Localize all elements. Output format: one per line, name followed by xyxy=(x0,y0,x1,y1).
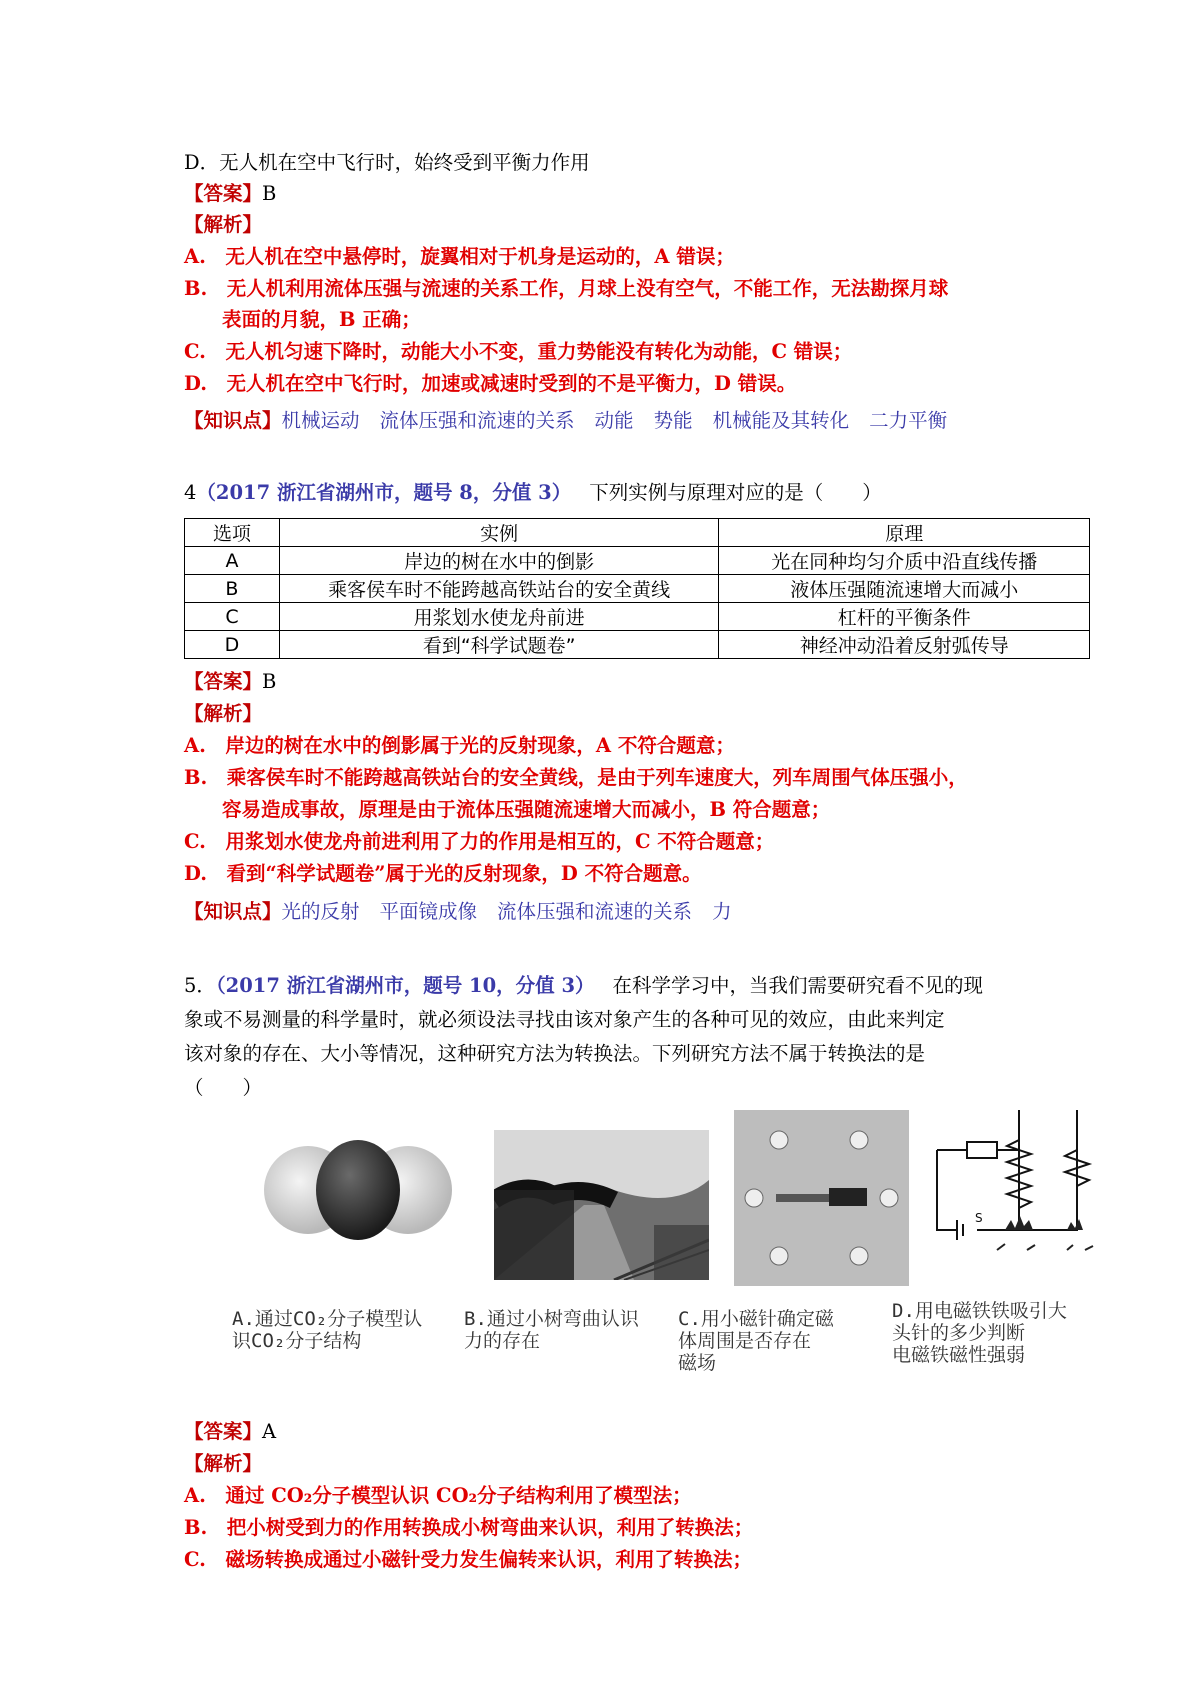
q4-analysis-tag: 【解析】 xyxy=(184,702,263,725)
figure-caption-d: D.用电磁铁铁吸引大 头针的多少判断 电磁铁磁性强弱 xyxy=(892,1300,1067,1366)
table-cell: 用浆划水使龙舟前进 xyxy=(279,603,719,631)
q3-analysis-tag: 【解析】 xyxy=(184,213,263,236)
q3-analysis-b: B. 无人机利用流体压强与流速的关系工作，月球上没有空气，不能工作，无法勘探月球 xyxy=(184,277,949,300)
compass-needle xyxy=(770,1247,788,1265)
q4-analysis-a: A. 岸边的树在水中的倒影属于光的反射现象，A 不符合题意； xyxy=(184,734,735,757)
q5-stem-line: 象或不易测量的科学量时，就必须设法寻找由该对象产生的各种可见的效应，由此来判定 xyxy=(184,1008,945,1031)
compass-needle xyxy=(770,1131,788,1149)
kp-tag: 【知识点】 xyxy=(184,900,282,923)
carbon-atom xyxy=(316,1140,400,1240)
kp-tag: 【知识点】 xyxy=(184,409,282,432)
compass-needle xyxy=(850,1131,868,1149)
table-cell: D xyxy=(185,631,280,659)
compass-magnet-figure xyxy=(734,1110,909,1286)
q3-knowledge-points xyxy=(184,407,967,435)
table-header: 实例 xyxy=(279,519,719,547)
electromagnet-circuit-figure xyxy=(927,1110,1127,1275)
q4-analysis-d: D. 看到“科学试题卷”属于光的反射现象，D 不符合题意。 xyxy=(184,862,702,885)
figure-caption-c: C.用小磁针确定磁 体周围是否存在 磁场 xyxy=(678,1308,834,1374)
table-header: 选项 xyxy=(185,519,280,547)
q4-analysis-b-cont: 容易造成事故，原理是由于流体压强随流速增大而减小，B 符合题意； xyxy=(222,798,831,821)
q4-analysis-c: C. 用浆划水使龙舟前进利用了力的作用是相互的，C 不符合题意； xyxy=(184,830,775,853)
kp-item: 机械运动 xyxy=(281,409,360,432)
kp-item: 光的反射 xyxy=(281,900,360,923)
answer-value: B xyxy=(262,670,277,693)
q4-answer xyxy=(184,668,276,696)
question-number: 4 xyxy=(184,481,197,504)
figure-caption-a: A.通过CO₂分子模型认 识CO₂分子结构 xyxy=(232,1308,423,1352)
table-row xyxy=(185,547,1090,575)
co2-molecule-figure xyxy=(258,1130,458,1250)
q4-analysis-b: B. 乘客侯车时不能跨越高铁站台的安全黄线，是由于列车速度大，列车周围气体压强小， xyxy=(184,766,968,789)
table-cell: A xyxy=(185,547,280,575)
kp-item: 平面镜成像 xyxy=(379,900,478,923)
q3-analysis-c: C. 无人机匀速下降时，动能大小不变，重力势能没有转化为动能，C 错误； xyxy=(184,340,853,363)
question-source: （2017 浙江省湖州市，题号 8，分值 3） xyxy=(196,481,572,504)
q3-option-d: D．无人机在空中飞行时，始终受到平衡力作用 xyxy=(184,151,590,174)
q5-analysis-b: B. 把小树受到力的作用转换成小树弯曲来认识，利用了转换法； xyxy=(184,1516,754,1539)
q4-heading xyxy=(184,479,882,507)
pins-cluster xyxy=(1067,1219,1083,1230)
question-stem: 在科学学习中，当我们需要研究看不见的现 xyxy=(612,974,984,997)
q5-analysis-tag: 【解析】 xyxy=(184,1452,263,1475)
q4-knowledge-points xyxy=(184,898,752,926)
table-cell: 乘客侯车时不能跨越高铁站台的安全黄线 xyxy=(279,575,719,603)
q3-answer xyxy=(184,180,276,208)
answer-tag: 【答案】 xyxy=(184,182,263,205)
switch-label: S xyxy=(975,1211,983,1225)
answer-value: A xyxy=(262,1420,277,1443)
compass-needle xyxy=(880,1189,898,1207)
kp-item: 流体压强和流速的关系 xyxy=(379,409,575,432)
question-number: 5． xyxy=(184,974,216,997)
kp-item: 流体压强和流速的关系 xyxy=(497,900,693,923)
q3-analysis-a: A. 无人机在空中悬停时，旋翼相对于机身是运动的，A 错误； xyxy=(184,245,735,268)
table-cell: 看到“科学试题卷” xyxy=(279,631,719,659)
table-cell: 岸边的树在水中的倒影 xyxy=(279,547,719,575)
q5-analysis-a: A. 通过 CO₂分子模型认识 CO₂分子结构利用了模型法； xyxy=(184,1484,692,1507)
q5-answer xyxy=(184,1418,276,1446)
answer-tag: 【答案】 xyxy=(184,670,263,693)
table-cell: 液体压强随流速增大而减小 xyxy=(719,575,1090,603)
table-cell: C xyxy=(185,603,280,631)
q4-options-table xyxy=(184,518,1090,659)
table-row xyxy=(185,603,1090,631)
kp-item: 机械能及其转化 xyxy=(712,409,850,432)
table-cell: B xyxy=(185,575,280,603)
table-row xyxy=(185,631,1090,659)
compass-needle xyxy=(850,1247,868,1265)
q5-stem-line: 该对象的存在、大小等情况，这种研究方法为转换法。下列研究方法不属于转换法的是 xyxy=(184,1042,926,1065)
figure-caption-b: B.通过小树弯曲认识 力的存在 xyxy=(464,1308,639,1352)
q5-heading xyxy=(184,972,983,1000)
q3-analysis-d: D. 无人机在空中飞行时，加速或减速时受到的不是平衡力，D 错误。 xyxy=(184,372,797,395)
table-cell: 杠杆的平衡条件 xyxy=(719,603,1090,631)
table-header-row xyxy=(185,519,1090,547)
answer-value: B xyxy=(262,182,277,205)
kp-item: 动能 xyxy=(594,409,634,432)
kp-item: 力 xyxy=(712,900,732,923)
q5-stem-line: （ ） xyxy=(184,1076,263,1099)
kp-item: 二力平衡 xyxy=(869,409,948,432)
q5-figures xyxy=(232,1110,1172,1400)
tree-photo-figure xyxy=(494,1130,709,1280)
table-cell: 光在同种均匀介质中沿直线传播 xyxy=(719,547,1090,575)
table-cell: 神经冲动沿着反射弧传导 xyxy=(719,631,1090,659)
compass-needle xyxy=(745,1189,763,1207)
table-header: 原理 xyxy=(719,519,1090,547)
question-source: （2017 浙江省湖州市，题号 10，分值 3） xyxy=(215,974,595,997)
table-row xyxy=(185,575,1090,603)
question-stem: 下列实例与原理对应的是（ ） xyxy=(589,481,882,504)
answer-tag: 【答案】 xyxy=(184,1420,263,1443)
kp-item: 势能 xyxy=(653,409,693,432)
q3-analysis-b-cont: 表面的月貌，B 正确； xyxy=(222,308,421,331)
q5-analysis-c: C. 磁场转换成通过小磁针受力发生偏转来认识，利用了转换法； xyxy=(184,1548,752,1571)
